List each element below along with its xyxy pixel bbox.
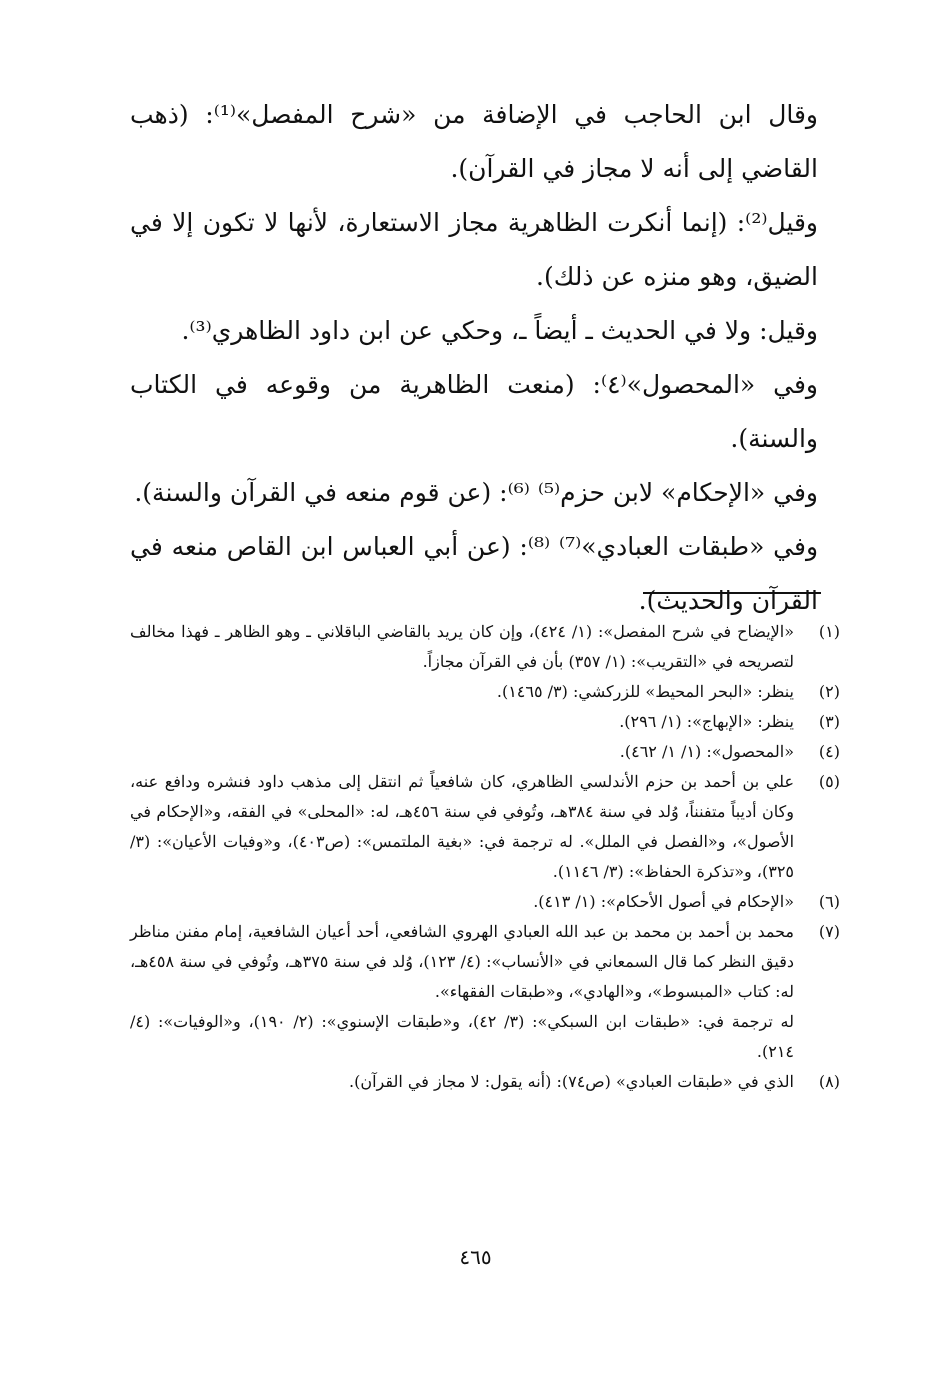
footnote-6 bbox=[130, 887, 840, 917]
footnote-number: (٣) bbox=[818, 712, 840, 731]
main-text bbox=[130, 88, 840, 628]
footnote-number: (٧) bbox=[818, 922, 840, 941]
footnote-text bbox=[130, 887, 794, 917]
footnote-4 bbox=[130, 737, 840, 767]
footnote-line: ينظر: «الإبهاج»: (١/ ٢٩٦). bbox=[619, 712, 794, 731]
footnote-text bbox=[130, 737, 794, 767]
footnote-8 bbox=[130, 1067, 840, 1097]
paragraph-4: وفي «المحصول»⁽٤⁾: (منعت الظاهرية من وقوعه في الكتاب والسنة). bbox=[130, 370, 818, 453]
paragraph-5: وفي «الإحكام» لابن حزم⁽⁵⁾ ⁽⁶⁾: (عن قوم منعه في القرآن والسنة). bbox=[134, 478, 818, 507]
paragraph-2: وقيل⁽²⁾: (إنما أنكرت الظاهرية مجاز الاستعارة، لأنها لا تكون إلا في الضيق، وهو منزه عن ذلك). bbox=[130, 208, 818, 291]
footnotes bbox=[130, 617, 840, 1097]
footnote-text bbox=[130, 917, 794, 1067]
footnote-text bbox=[130, 767, 794, 887]
footnote-number: (٦) bbox=[818, 892, 840, 911]
footnote-3 bbox=[130, 707, 840, 737]
paragraph-1: وقال ابن الحاجب في الإضافة من «شرح المفصل»⁽¹⁾: (ذهب القاضي إلى أنه لا مجاز في القرآن). bbox=[130, 100, 818, 183]
footnote-line: «الإيضاح في شرح المفصل»: (١/ ٤٢٤)، وإن كان يريد بالقاضي الباقلاني ـ وهو الظاهر ـ فهذا مخالف لتصريحه في «التقريب»: (١/ ٣٥٧) بأن في القرآن مجازاً. bbox=[130, 622, 794, 671]
footnote-line: الذي في «طبقات العبادي» (ص٧٤): (أنه يقول: لا مجاز في القرآن). bbox=[349, 1072, 794, 1091]
footnote-text bbox=[130, 707, 794, 737]
footnote-line: ينظر: «البحر المحيط» للزركشي: (٣/ ١٤٦٥). bbox=[496, 682, 794, 701]
footnote-text bbox=[130, 617, 794, 677]
footnote-line: «المحصول»: (١/ ١/ ٤٦٢). bbox=[619, 742, 794, 761]
footnote-line: محمد بن أحمد بن محمد بن عبد الله العبادي الهروي الشافعي، أحد أعيان الشافعية، إمام مفنن مناظر دقيق النظر كما قال السمعاني في «الأنساب»: (٤/ ١٢٣)، وُلد في سنة ٣٧٥هـ، وتُوفي في سنة ٤٥٨هـ، له: كتاب «المبسوط»، و«الهادي»، و«طبقات الفقهاء». bbox=[130, 922, 795, 1001]
footnote-number: (٨) bbox=[818, 1072, 840, 1091]
footnote-5 bbox=[130, 767, 840, 887]
footnote-text bbox=[130, 677, 794, 707]
footnote-number: (٤) bbox=[818, 742, 840, 761]
footnote-number: (٢) bbox=[818, 682, 840, 701]
footnote-line: علي بن أحمد بن حزم الأندلسي الظاهري، كان شافعياً ثم انتقل إلى مذهب داود فنشره ودافع عنه، وكان أديباً متفنناً، وُلد في سنة ٣٨٤هـ، وتُوفي في سنة ٤٥٦هـ، له: «المحلى» في الفقه، و«الإحكام في الأصول»، و«الفصل في الملل». له ترجمة في: «بغية الملتمس»: (ص٤٠٣)، و«وفيات الأعيان»: (٣/ ٣٢٥)، و«تذكرة الحفاظ»: (٣/ ١١٤٦). bbox=[130, 772, 795, 881]
footnote-separator bbox=[643, 592, 821, 594]
footnote-2 bbox=[130, 677, 840, 707]
page-number: ٤٦٥ bbox=[459, 1245, 492, 1269]
footnote-line: له ترجمة في: «طبقات ابن السبكي»: (٣/ ٤٢)، و«طبقات الإسنوي»: (٢/ ١٩٠)، و«الوفيات»: (٤/ ٢١٤). bbox=[130, 1012, 794, 1061]
paragraph-3: وقيل: ولا في الحديث ـ أيضاً ـ، وحكي عن ابن داود الظاهري⁽³⁾. bbox=[181, 316, 818, 345]
footnote-text bbox=[130, 1067, 794, 1097]
footnote-7 bbox=[130, 917, 840, 1067]
footnote-number: (١) bbox=[818, 622, 840, 641]
footnote-line: «الإحكام في أصول الأحكام»: (١/ ٤١٣). bbox=[533, 892, 794, 911]
footnote-1 bbox=[130, 617, 840, 677]
footnote-number: (٥) bbox=[818, 772, 840, 791]
paragraph-6: وفي «طبقات العبادي»⁽⁷⁾ ⁽⁸⁾: (عن أبي العباس ابن القاص منعه في القرآن والحديث). bbox=[130, 532, 819, 615]
